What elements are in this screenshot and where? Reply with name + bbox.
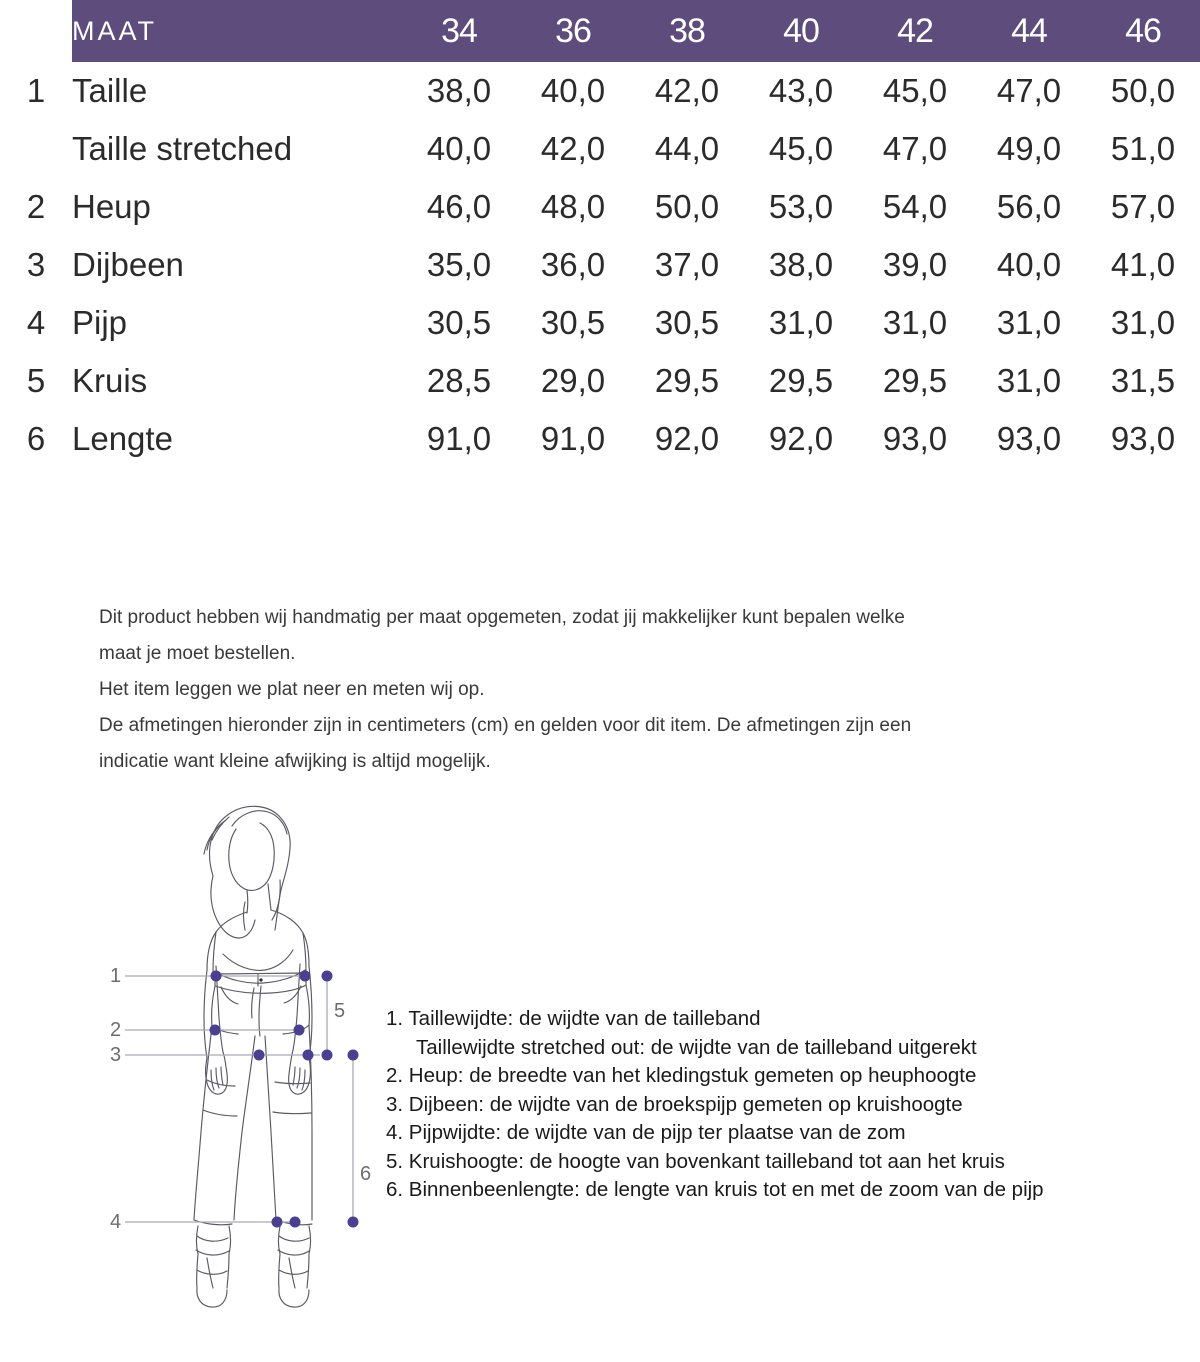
- cell-value: 40,0: [540, 72, 606, 109]
- legend-item: 6. Binnenbeenlengte: de lengte van kruis tot en met de zoom van de pijp: [386, 1178, 1044, 1201]
- cell-value: 54,0: [882, 188, 948, 225]
- cell-value: 39,0: [882, 246, 948, 283]
- cell-value: 93,0: [882, 420, 948, 457]
- header-size-40: 40: [783, 11, 819, 50]
- row-number: 3: [26, 246, 46, 283]
- cell-value: 31,0: [996, 304, 1062, 341]
- row-number: [0, 120, 72, 178]
- cell-value: 41,0: [1110, 246, 1176, 283]
- table-row: [0, 120, 1200, 178]
- row-number: 6: [26, 420, 46, 457]
- cell-value: 30,5: [426, 304, 492, 341]
- cell-value: 56,0: [996, 188, 1062, 225]
- cell-value: 47,0: [882, 130, 948, 167]
- cell-value: 40,0: [996, 246, 1062, 283]
- cell-value: 31,0: [1110, 304, 1176, 341]
- measurement-legend: [386, 1005, 1086, 1205]
- cell-value: 53,0: [768, 188, 834, 225]
- marker-label-2: 2: [110, 1019, 122, 1041]
- cell-value: 49,0: [996, 130, 1062, 167]
- size-table-body: [0, 62, 1200, 468]
- header-size-34: 34: [441, 11, 477, 50]
- legend-item: 1. Taillewijdte: de wijdte van de tailleband: [386, 1007, 761, 1030]
- cell-value: 51,0: [1110, 130, 1176, 167]
- cell-value: 28,5: [426, 362, 492, 399]
- cell-value: 29,5: [654, 362, 720, 399]
- header-size-44: 44: [1011, 11, 1047, 50]
- description-line-4: De afmetingen hieronder zijn in centimeters (cm) en gelden voor dit item. De afmetingen zijn een: [99, 715, 912, 736]
- cell-value: 45,0: [882, 72, 948, 109]
- cell-value: 91,0: [426, 420, 492, 457]
- marker-label-4: 4: [110, 1211, 122, 1233]
- marker-label-6: 6: [360, 1163, 372, 1185]
- legend-item: 5. Kruishoogte: de hoogte van bovenkant tailleband tot aan het kruis: [386, 1149, 1005, 1173]
- header-maat-label: MAAT: [72, 15, 157, 46]
- table-row: [0, 352, 1200, 410]
- table-row: [0, 410, 1200, 468]
- cell-value: 91,0: [540, 420, 606, 457]
- cell-value: 29,5: [882, 362, 948, 399]
- size-table-container: [0, 0, 1200, 468]
- table-row: [0, 294, 1200, 352]
- description-line-3: Het item leggen we plat neer en meten wij op.: [99, 679, 485, 700]
- legend-item: 3. Dijbeen: de wijdte van de broekspijp gemeten op kruishoogte: [386, 1092, 963, 1116]
- cell-value: 31,0: [768, 304, 834, 341]
- row-label: Taille: [72, 72, 148, 109]
- cell-value: 50,0: [654, 188, 720, 225]
- cell-value: 29,5: [768, 362, 834, 399]
- cell-value: 92,0: [654, 420, 720, 457]
- woman-jeans-illustration-icon: [95, 780, 385, 1310]
- marker-label-1: 1: [110, 965, 122, 987]
- row-label: Lengte: [72, 420, 173, 457]
- cell-value: 40,0: [426, 130, 492, 167]
- size-table-head: [0, 0, 1200, 62]
- size-table-header-row: [0, 0, 1200, 62]
- row-label: Kruis: [72, 362, 148, 399]
- cell-value: 42,0: [654, 72, 720, 109]
- description-line-5: indicatie want kleine afwijking is altijd mogelijk.: [99, 751, 491, 772]
- legend-item: Taillewijdte stretched out: de wijdte van de tailleband uitgerekt: [416, 1035, 977, 1059]
- cell-value: 93,0: [1110, 420, 1176, 457]
- row-number: 5: [26, 362, 46, 399]
- cell-value: 35,0: [426, 246, 492, 283]
- row-label: Taille stretched: [72, 130, 293, 167]
- header-size-42: 42: [897, 11, 933, 50]
- cell-value: 46,0: [426, 188, 492, 225]
- cell-value: 43,0: [768, 72, 834, 109]
- table-row: [0, 62, 1200, 120]
- cell-value: 31,0: [996, 362, 1062, 399]
- description-line-2: maat je moet bestellen.: [99, 643, 296, 664]
- row-label: Dijbeen: [72, 246, 184, 283]
- cell-value: 93,0: [996, 420, 1062, 457]
- row-label: Heup: [72, 188, 151, 225]
- marker-label-3: 3: [110, 1044, 122, 1066]
- cell-value: 36,0: [540, 246, 606, 283]
- cell-value: 48,0: [540, 188, 606, 225]
- cell-value: 50,0: [1110, 72, 1176, 109]
- cell-value: 57,0: [1110, 188, 1176, 225]
- row-number: 2: [26, 188, 46, 225]
- cell-value: 31,0: [882, 304, 948, 341]
- measurement-description: [99, 600, 969, 780]
- cell-value: 29,0: [540, 362, 606, 399]
- legend-item: 2. Heup: de breedte van het kledingstuk gemeten op heuphoogte: [386, 1064, 977, 1087]
- cell-value: 44,0: [654, 130, 720, 167]
- table-row: [0, 178, 1200, 236]
- header-size-38: 38: [669, 11, 705, 50]
- cell-value: 45,0: [768, 130, 834, 167]
- table-row: [0, 236, 1200, 294]
- legend-item: 4. Pijpwijdte: de wijdte van de pijp ter plaatse van de zom: [386, 1121, 906, 1144]
- row-label: Pijp: [72, 304, 128, 341]
- header-size-46: 46: [1125, 11, 1161, 50]
- size-table: [0, 0, 1200, 468]
- cell-value: 30,5: [540, 304, 606, 341]
- cell-value: 31,5: [1110, 362, 1176, 399]
- cell-value: 42,0: [540, 130, 606, 167]
- header-spacer: [0, 0, 72, 62]
- cell-value: 38,0: [426, 72, 492, 109]
- row-number: 1: [26, 72, 46, 109]
- row-number: 4: [26, 304, 46, 341]
- cell-value: 92,0: [768, 420, 834, 457]
- description-line-1: Dit product hebben wij handmatig per maat opgemeten, zodat jij makkelijker kunt bepalen welke: [99, 607, 905, 628]
- cell-value: 38,0: [768, 246, 834, 283]
- marker-label-5: 5: [334, 1000, 346, 1022]
- header-size-36: 36: [555, 11, 591, 50]
- cell-value: 37,0: [654, 246, 720, 283]
- cell-value: 47,0: [996, 72, 1062, 109]
- cell-value: 30,5: [654, 304, 720, 341]
